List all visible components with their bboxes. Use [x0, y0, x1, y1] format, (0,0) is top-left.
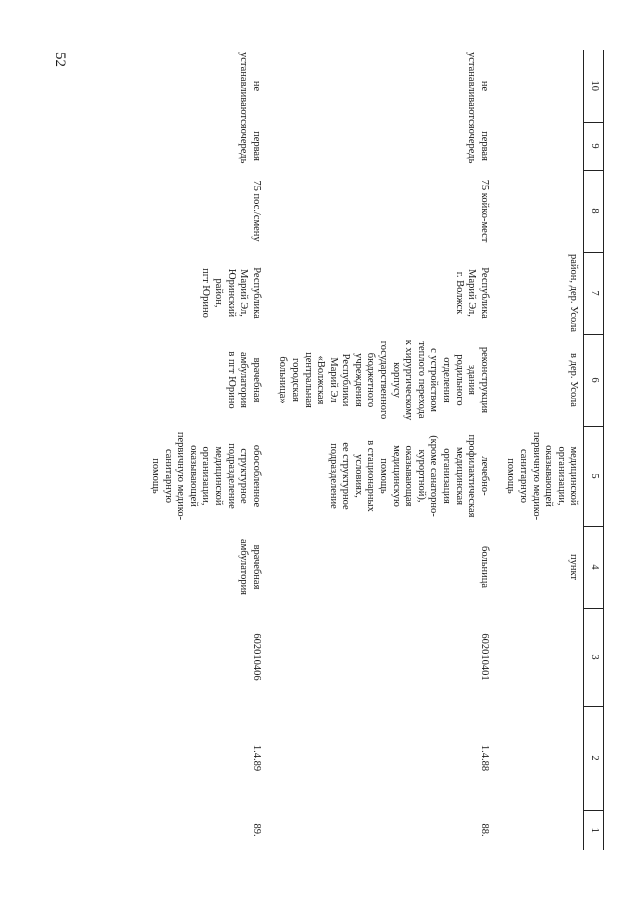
- cell-index: 1.4.89: [250, 744, 262, 772]
- col-header-9: 9: [584, 122, 604, 170]
- cell-purpose: в дер. Усола: [568, 353, 580, 407]
- col-header-6: 6: [584, 334, 604, 426]
- table-row: [272, 50, 500, 850]
- cell-location: Республика Марий Эл, Юринский район, пгт Юрино: [200, 267, 262, 319]
- cell-capacity: 75 пос./смену: [250, 180, 262, 242]
- cell-number: 89.: [250, 823, 262, 837]
- cell-location: район, дер. Усола: [568, 254, 580, 332]
- cell-capacity: [500, 170, 584, 252]
- cell-location: Республика Марий Эл, г. Волжск: [453, 267, 490, 319]
- col-header-4: 4: [584, 526, 604, 608]
- col-header-3: 3: [584, 608, 604, 706]
- cell-term: первая очередь: [466, 128, 490, 164]
- cell-purpose: реконструкция здания родильного отделения с устройством теплого перехода к хирургическому корпусу государственного бюджетного учреждения Республики Марий Эл «Волжская центральная городская больница»: [277, 339, 490, 421]
- cell-purpose: врачебная амбулатория в пгт Юрино: [225, 351, 262, 409]
- col-header-5: 5: [584, 426, 604, 526]
- cell-index: [500, 706, 584, 810]
- cell-implementation: [500, 50, 584, 122]
- cell-code: 602010406: [250, 633, 262, 681]
- table-row: [500, 50, 584, 850]
- cell-type: больница: [478, 546, 490, 588]
- cell-implementation: не устанавливаются: [466, 52, 490, 129]
- col-header-8: 8: [584, 170, 604, 252]
- rotated-table-wrapper: [104, 50, 604, 850]
- object-table: [63, 50, 604, 850]
- cell-term: первая очередь: [238, 128, 262, 164]
- cell-description: обособленное структурное подразделение медицинской организации, оказывающей первичную медико- санитарную помощь: [150, 431, 262, 521]
- col-header-1: 1: [584, 810, 604, 850]
- table-row: [63, 50, 272, 850]
- cell-capacity: 75 койко-мест: [478, 179, 490, 243]
- cell-term: [500, 122, 584, 170]
- col-header-7: 7: [584, 252, 604, 334]
- header-row: [584, 50, 604, 850]
- cell-number: 88.: [478, 823, 490, 837]
- cell-type: врачебная амбулатория: [238, 538, 262, 596]
- page-number: 52: [52, 52, 68, 67]
- cell-code: [500, 608, 584, 706]
- col-header-2: 2: [584, 706, 604, 810]
- cell-description: медицинской организации, оказывающей первичную медико- санитарную помощь: [505, 431, 580, 521]
- col-header-10: 10: [584, 50, 604, 122]
- cell-index: 1.4.88: [478, 744, 490, 772]
- cell-code: 602010401: [478, 633, 490, 681]
- cell-number: [500, 810, 584, 850]
- cell-type: пункт: [568, 553, 580, 581]
- cell-description: лечебно- профилактическая медицинская организация (кроме санаторно- курортной), оказывающая медицинскую помощь в стационарных условиях, ее структурное подразделение: [327, 434, 490, 518]
- cell-implementation: не устанавливаются: [238, 52, 262, 129]
